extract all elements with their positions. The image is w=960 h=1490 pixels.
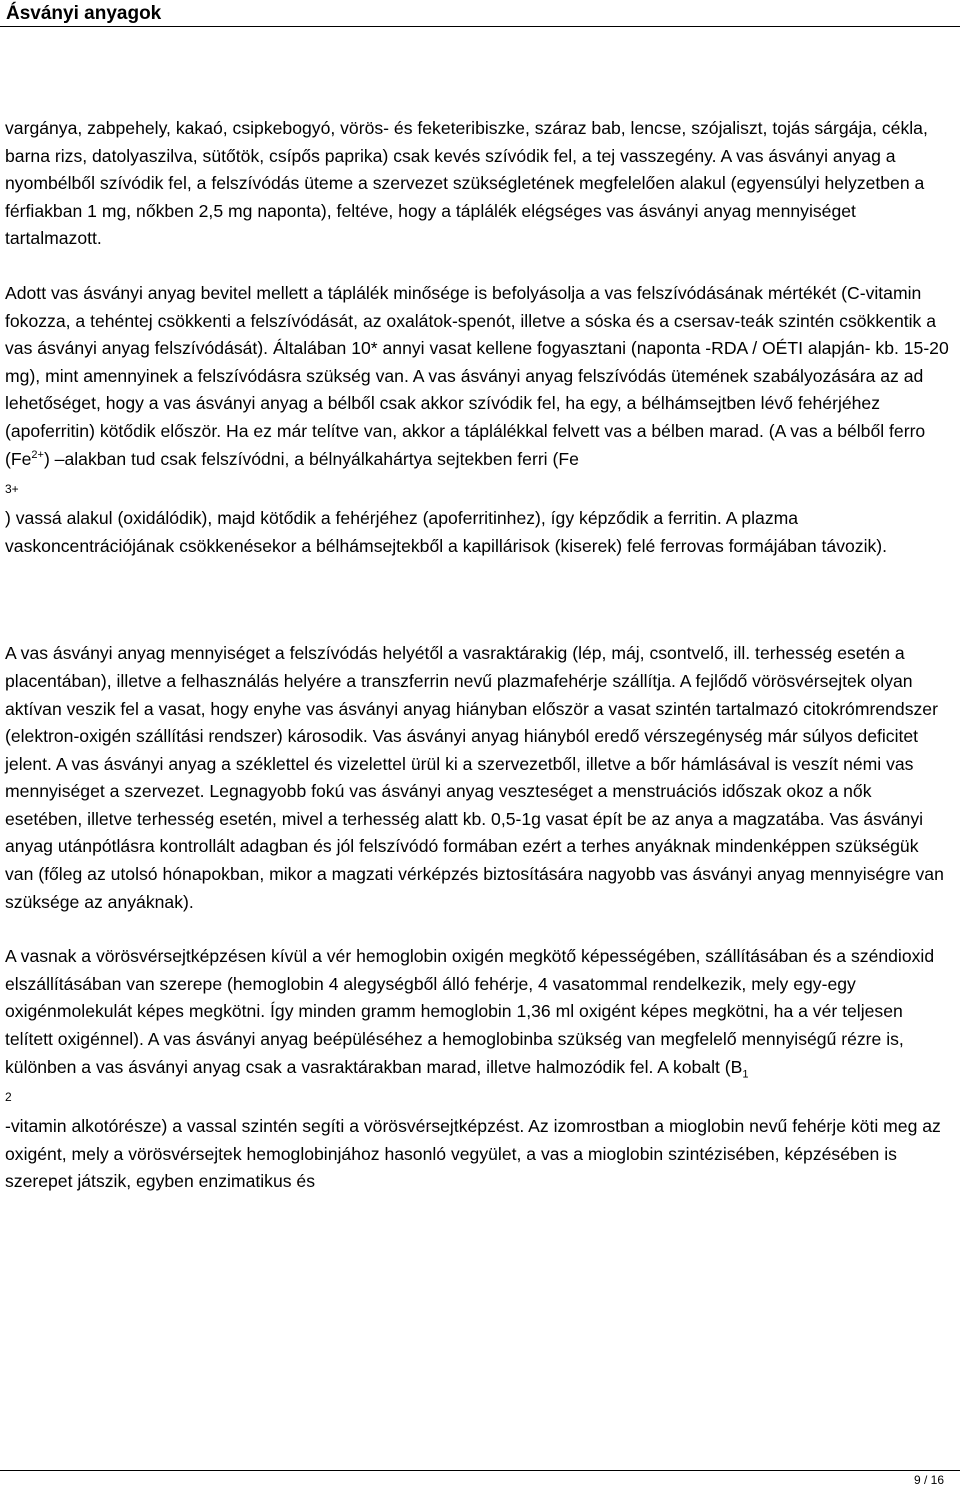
header-divider bbox=[0, 26, 960, 27]
document-title: Ásványi anyagok bbox=[6, 3, 162, 24]
document-body bbox=[5, 115, 950, 1196]
paragraph-text: Adott vas ásványi anyag bevitel mellett a táplálék minősége is befolyásolja a vas felszívódásának mértékét (C-vitamin fokozza, a tehéntej csökkenti a felszívódását, az oxalátok-spenót, illetve a sóska és a csersav-teák szintén csökkentik a vas ásványi anyag felszívódását). Általában 10* annyi vasat kellene fogyasztani (naponta -RDA / OÉTI alapján- kb. 15-20 mg), mint amennyinek a felszívódásra szükség van. A vas ásványi anyag felszívódás ütemének szabályozására az ad lehetőséget, hogy a vas ásványi anyag a bélből csak akkor szívódik fel, ha egy, a bélhámsejtben lévő fehérjéhez (apoferritin) kötődik először. Ha ez már telítve van, akkor a táplálékkal felvett vas a bélben marad. (A vas a bélből ferro (Fe bbox=[5, 282, 949, 469]
footer-divider bbox=[0, 1470, 960, 1471]
page-header bbox=[0, 0, 960, 28]
paragraph-text: -vitamin alkotórésze) a vassal szintén segíti a vörösvérsejtképzést. Az izomrostban a mioglobin nevű fehérje köti meg az oxigént, mely a vörösvérsejtek hemoglobinjához hasonló vegyület, a vas a mioglobin szintézisében, képzésében is szerepet játszik, egyben enzimatikus és bbox=[5, 1116, 941, 1192]
superscript-ferri-charge: 3+ bbox=[5, 482, 19, 497]
paragraph-text: vargánya, zabpehely, kakaó, csipkebogyó, vörös- és feketeribiszke, száraz bab, lencse, szójaliszt, tojás sárgája, cékla, barna rizs, datolyaszilva, sütőtök, csípős paprika) csak kevés szívódik fel, a tej vasszegény. A vas ásványi anyag a nyombélből szívódik fel, a felszívódás üteme a szervezet szükségletének megfelelően alakul (egyensúlyi helyzetben a férfiakban 1 mg, nőkben 2,5 mg naponta), feltéve, hogy a táplálék elégséges vas ásványi anyag mennyiséget tartalmazott. bbox=[5, 118, 928, 249]
paragraph-text: ) –alakban tud csak felszívódni, a bélnyálkahártya sejtekben ferri (Fe bbox=[43, 448, 579, 469]
paragraph-iron-absorption-factors bbox=[5, 280, 950, 560]
subscript-b1: 1 bbox=[742, 1068, 749, 1081]
page-footer bbox=[0, 1470, 960, 1490]
paragraph-iron-absorption-sources bbox=[5, 115, 950, 253]
superscript-ferro-charge: 2+ bbox=[31, 448, 44, 461]
paragraph-text: A vasnak a vörösvérsejtképzésen kívül a vér hemoglobin oxigén megkötő képességében, szállításában és a széndioxid elszállításában van szerepe (hemoglobin 4 alegységből álló fehérje, 4 vasatommal rendelkezik, mely egy-egy oxigénmolekulát képes megkötni. Így minden gramm hemoglobin 1,36 ml oxigént képes megkötni, ha a vér teljesen telített oxigénnel). A vas ásványi anyag beépüléséhez a hemoglobinba szükség van megfelelő mennyiségű rézre is, különben a vas ásványi anyag csak a vasraktárakban marad, illetve halmozódik fel. A kobalt (B bbox=[5, 946, 935, 1077]
page-number: 9 / 16 bbox=[913, 1473, 944, 1487]
paragraph-text: A vas ásványi anyag mennyiséget a felszívódás helyétől a vasraktárakig (lép, máj, csontvelő, ill. terhesség esetén a placentában), illetve a felhasználás helyére a transzferrin nevű plazmafehérje szállítja. A fejlődő vörösvérsejtek olyan aktívan veszik fel a vasat, hogy enyhe vas ásványi anyag hiányban először a vasat szintén tartalmazó citokrómrendszer (elektron-oxigén szállítási rendszer) károsodik. Vas ásványi anyag hiányból eredő vérszegénység már súlyos deficitet jelent. A vas ásványi anyag a széklettel és vizelettel ürül ki a szervezetből, illetve a bőr hámlásával is veszít némi vas mennyiséget a szervezet. Legnagyobb fokú vas ásványi anyag veszteséget a menstruációs időszak okoz a nők esetében, illetve terhesség esetén, mivel a terhesség alatt kb. 0,5-1g vasat épít be az anya a magzatába. Vas ásványi anyag utánpótlásra kontrollált adagban és jól felszívódó formában ezért a terhes anyáknak mindenképpen szükségük van (főleg az utolsó hónapokban, mikor a magzati vérképzés biztosítására nagyobb vas ásványi anyag mennyiségre van szüksége az anyáknak). bbox=[5, 643, 944, 912]
subscript-b2: 2 bbox=[5, 1090, 12, 1105]
paragraph-iron-hemoglobin bbox=[5, 943, 950, 1196]
paragraph-text: ) vassá alakul (oxidálódik), majd kötődik a fehérjéhez (apoferritinhez), így képződik a ferritin. A plazma vaskoncentrációjának csökkenésekor a bélhámsejtekből a kapillárisok (kiserek) felé ferrovas formájában távozik). bbox=[5, 508, 888, 556]
paragraph-iron-transport bbox=[5, 640, 950, 916]
